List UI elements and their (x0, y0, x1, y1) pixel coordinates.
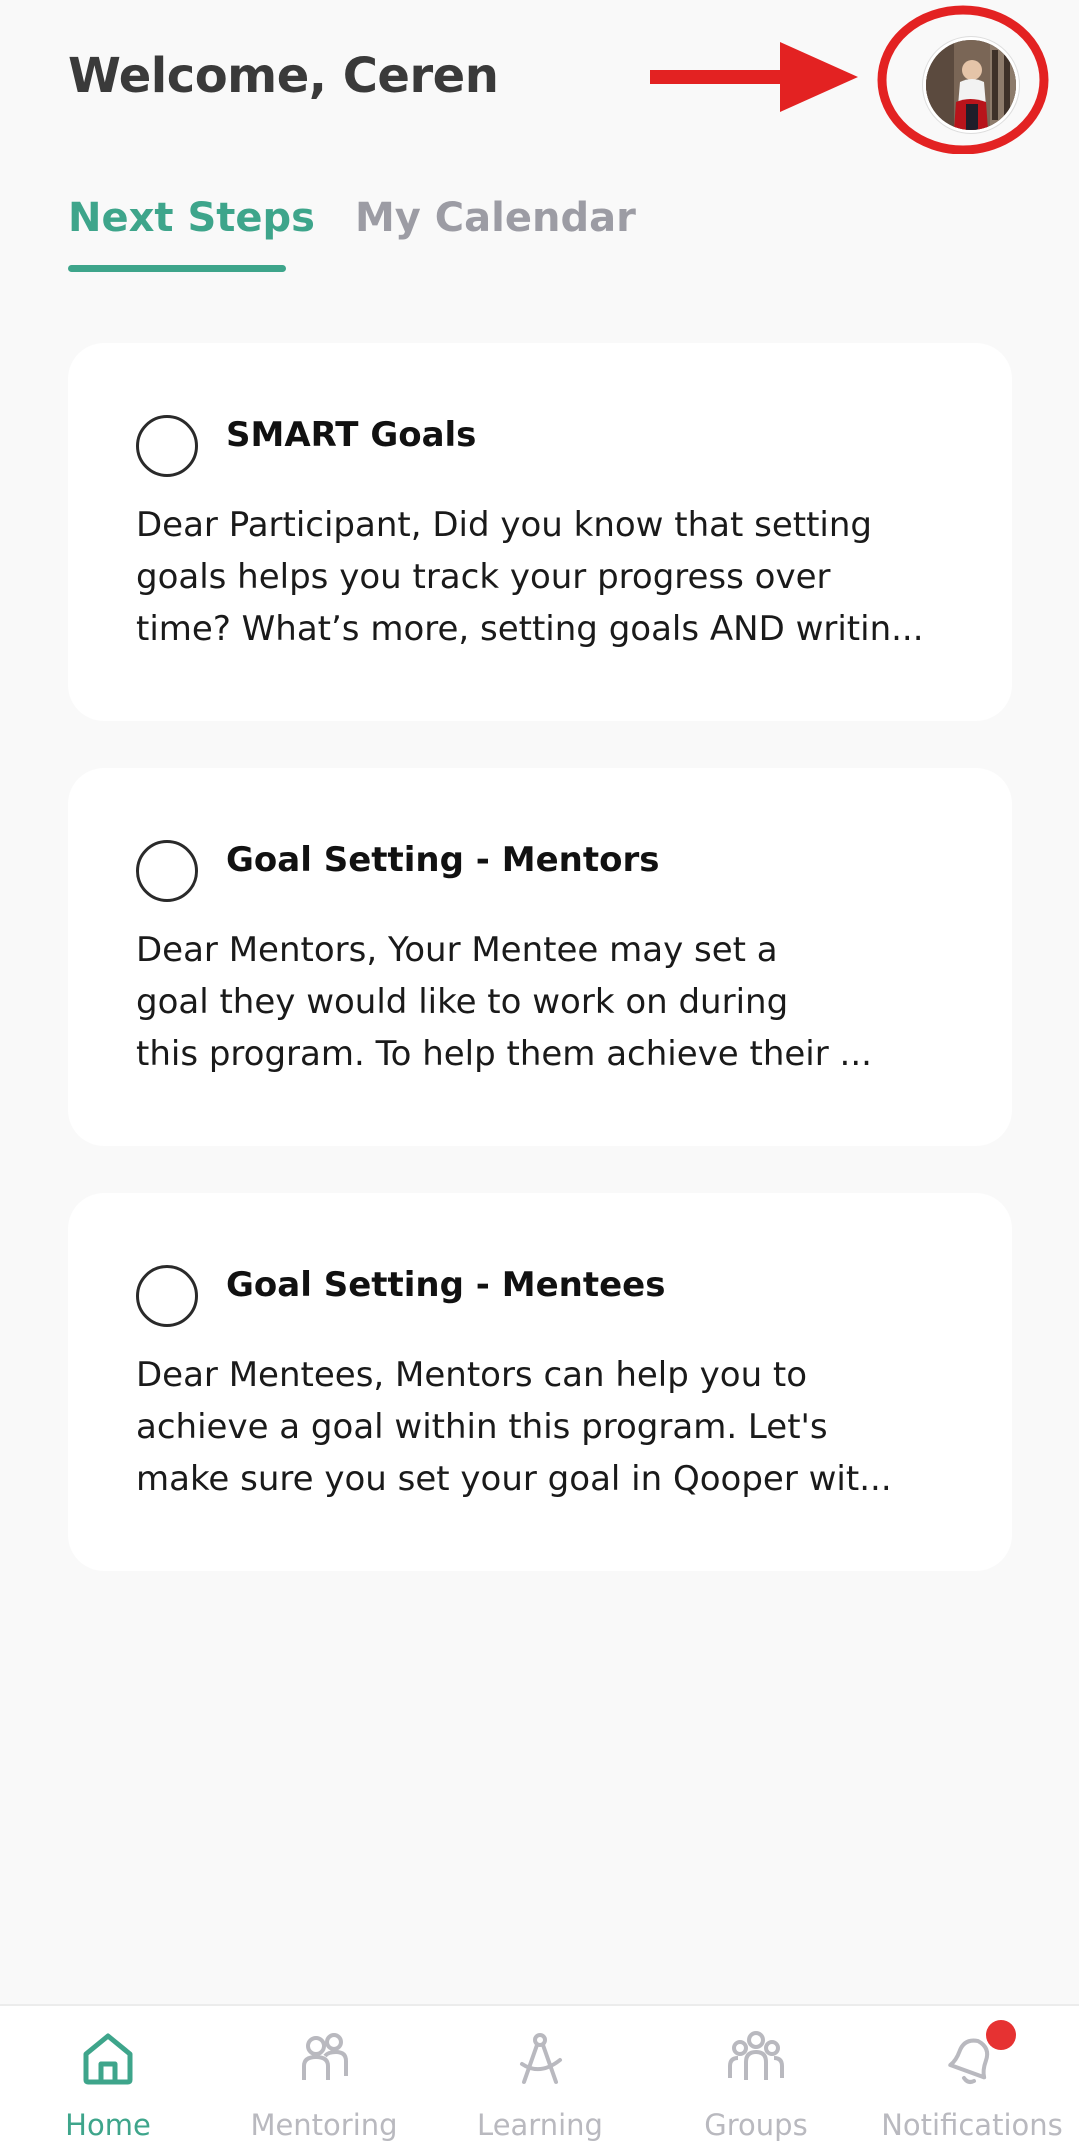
header (0, 0, 1079, 160)
nav-groups[interactable] (648, 2006, 864, 2144)
task-description-line: time? What’s more, setting goals AND writin... (136, 609, 924, 649)
task-card[interactable] (68, 768, 1012, 1146)
mentoring-icon (292, 2026, 356, 2090)
bottom-nav (0, 2004, 1079, 2144)
task-description-line: goals helps you track your progress over (136, 557, 831, 597)
nav-home[interactable] (0, 2006, 216, 2144)
task-title: SMART Goals (226, 415, 477, 455)
notification-badge (986, 2020, 1016, 2050)
task-title: Goal Setting - Mentees (226, 1265, 666, 1305)
task-card[interactable] (68, 1193, 1012, 1571)
task-description-line: Dear Participant, Did you know that setting (136, 505, 873, 545)
task-description-line: Dear Mentees, Mentors can help you to (136, 1355, 808, 1395)
tab-next-steps[interactable]: Next Steps (68, 195, 315, 241)
task-checkbox[interactable] (136, 1265, 198, 1327)
profile-photo-icon (926, 40, 1016, 130)
nav-label-home: Home (65, 2108, 151, 2142)
nav-notifications[interactable] (864, 2006, 1079, 2144)
task-title: Goal Setting - Mentors (226, 840, 660, 880)
task-description-line: make sure you set your goal in Qooper wit... (136, 1459, 892, 1499)
task-description (136, 499, 936, 655)
avatar-highlight (876, 4, 1050, 154)
learning-icon (508, 2026, 572, 2090)
nav-label-mentoring: Mentoring (250, 2108, 398, 2142)
task-description-line: Dear Mentors, Your Mentee may set a (136, 930, 778, 970)
annotation-arrow-icon (650, 40, 860, 116)
avatar[interactable] (923, 37, 1019, 133)
welcome-title: Welcome, Ceren (68, 48, 499, 104)
task-description-line: this program. To help them achieve their ... (136, 1034, 872, 1074)
active-tab-indicator (68, 265, 286, 272)
nav-label-notifications: Notifications (881, 2108, 1063, 2142)
task-description (136, 1349, 936, 1505)
task-description-line: goal they would like to work on during (136, 982, 789, 1022)
nav-label-groups: Groups (704, 2108, 808, 2142)
home-icon (76, 2026, 140, 2090)
task-description (136, 924, 936, 1080)
task-checkbox[interactable] (136, 415, 198, 477)
groups-icon (724, 2026, 788, 2090)
tab-bar (68, 195, 968, 275)
task-checkbox[interactable] (136, 840, 198, 902)
tab-my-calendar[interactable]: My Calendar (355, 195, 636, 241)
task-description-line: achieve a goal within this program. Let's (136, 1407, 828, 1447)
nav-label-learning: Learning (477, 2108, 603, 2142)
nav-mentoring[interactable] (216, 2006, 432, 2144)
task-card[interactable] (68, 343, 1012, 721)
nav-learning[interactable] (432, 2006, 648, 2144)
